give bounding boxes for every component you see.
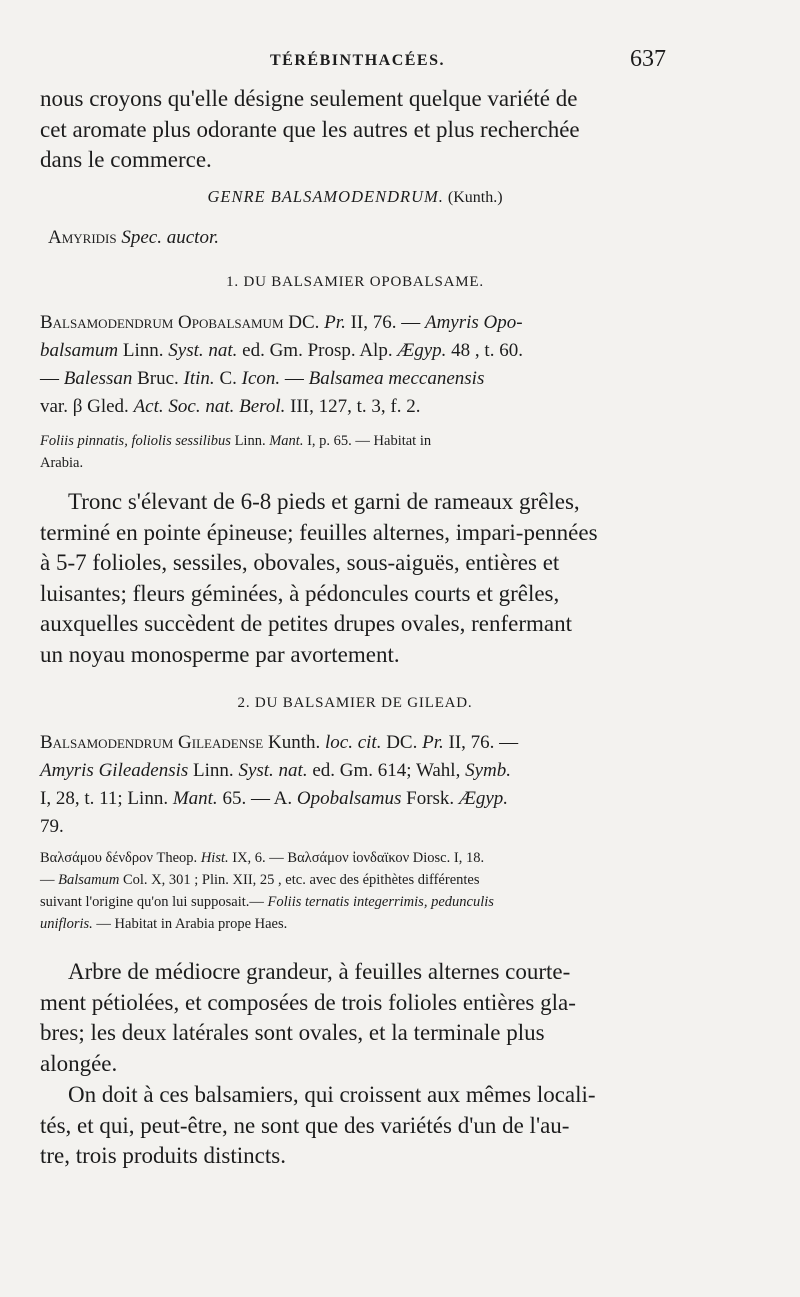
ref: IX, 6. — Βαλσάμον ἰονδαϊκον Diosc. I, 18. [232, 850, 485, 866]
text-line: dans le commerce. [40, 147, 212, 172]
genus-heading [40, 187, 670, 207]
text-line: terminé en pointe épineuse; feuilles alternes, impari-pennées [40, 519, 598, 545]
ref: Syst. nat. [238, 760, 308, 781]
closing-paragraph [40, 1080, 670, 1172]
ref: ed. Gm. 614; Wahl, [312, 760, 461, 781]
ref: Linn. [122, 340, 164, 361]
notes-line [40, 847, 670, 869]
genus-author: (Kunth.) [447, 189, 503, 206]
synonymy-line [40, 393, 696, 421]
section-title-1: 1. DU BALSAMIER OPOBALSAME. [226, 274, 484, 290]
latin-diagnosis: Foliis pinnatis, foliolis sessilibus [40, 433, 231, 449]
ref: Hist. [200, 850, 229, 866]
ref: Βαλσάμου δένδρον Theop. [40, 850, 198, 866]
ref: — Habitat in Arabia prope Haes. [96, 916, 288, 932]
section1-synonymy [40, 309, 696, 421]
genus-synonym [48, 227, 678, 249]
species-name: Balsamodendrum Gileadense [40, 732, 264, 753]
synonymy-line [40, 365, 696, 393]
synonymy-line [40, 729, 696, 757]
ref: Forsk. [406, 788, 455, 809]
section2-description [40, 957, 670, 1079]
diagnosis-line: Arabia. [40, 455, 84, 471]
ref: DC. [288, 312, 320, 333]
ref: Act. Soc. nat. Berol. [133, 396, 286, 417]
notes-line [40, 869, 670, 891]
ref: ed. Gm. Prosp. Alp. [242, 340, 393, 361]
ref: Ægyp. [397, 340, 447, 361]
text-line: On doit à ces balsamiers, qui croissent aux mêmes locali- [68, 1082, 596, 1107]
text-line: ment pétiolées, et composées de trois folioles entières gla- [40, 989, 576, 1015]
synonymy-line [40, 337, 696, 365]
ref: C. [219, 368, 237, 389]
section1-diagnosis [40, 430, 670, 474]
ref: Pr. [422, 732, 444, 753]
page-number: 637 [630, 46, 666, 72]
genus-title: GENRE BALSAMODENDRUM. [207, 187, 444, 206]
ref: I, p. 65. — Habitat in [307, 433, 432, 449]
ref: Itin. [183, 368, 215, 389]
text-line: tre, trois produits distincts. [40, 1143, 286, 1168]
ref: I, 28, t. 11; Linn. [40, 788, 169, 809]
ref: Foliis ternatis integerrimis, pedunculis [267, 894, 494, 910]
section2-notes [40, 847, 670, 935]
intro-paragraph [40, 84, 670, 176]
synonymy-line [40, 757, 696, 785]
ref: — [284, 368, 304, 389]
ref: Amyris Gileadensis [40, 760, 189, 781]
ref: Balessan [63, 368, 133, 389]
ref: 48 , t. 60. [451, 340, 523, 361]
ref: Opobalsamus [296, 788, 402, 809]
diagnosis-line [40, 430, 670, 452]
text-line: luisantes; fleurs géminées, à pédoncules courts et grêles, [40, 580, 560, 606]
ref: Amyris Opo- [424, 312, 523, 333]
species-name: Balsamodendrum Opobalsamum [40, 312, 284, 333]
text-line: alongée. [40, 1050, 118, 1076]
synonymy-line [40, 309, 696, 337]
ref: unifloris. [40, 916, 93, 932]
ref: var. β Gled. [40, 396, 129, 417]
text-line: à 5-7 folioles, sessiles, obovales, sous-aiguës, entières et [40, 550, 560, 575]
text-line: nous croyons qu'elle désigne seulement quelque variété de [40, 86, 578, 111]
ref: Syst. nat. [168, 340, 238, 361]
section1-description [40, 487, 670, 670]
ref: II, 76. — [448, 732, 519, 753]
text-line: Tronc s'élevant de 6-8 pieds et garni de rameaux grêles, [68, 489, 580, 514]
text-line: cet aromate plus odorante que les autres et plus recherchée [40, 116, 580, 142]
synonymy-line: 79. [40, 816, 64, 837]
ref: balsamum [40, 340, 119, 361]
ref: Pr. [324, 312, 346, 333]
text-line: Arbre de médiocre grandeur, à feuilles alternes courte- [68, 959, 571, 984]
ref: Linn. [193, 760, 234, 781]
ref: Kunth. [268, 732, 321, 753]
text-line: tés, et qui, peut-être, ne sont que des variétés d'un de l'au- [40, 1112, 570, 1138]
ref: Balsamum [58, 872, 120, 888]
text-line: un noyau monosperme par avortement. [40, 641, 400, 667]
running-title: TÉRÉBINTHACÉES. [270, 52, 445, 69]
section-title-2: 2. DU BALSAMIER DE GILEAD. [237, 695, 473, 711]
ref: Bruc. [137, 368, 179, 389]
text-line: auxquelles succèdent de petites drupes ovales, renfermant [40, 611, 572, 636]
ref: Mant. [172, 788, 218, 809]
notes-line [40, 913, 670, 935]
page-header [40, 46, 670, 78]
ref: Col. X, 301 ; Plin. XII, 25 , etc. avec des épithètes différentes [122, 872, 480, 888]
ref: 65. — A. [222, 788, 293, 809]
ref: Ægyp. [458, 788, 509, 809]
ref: — [40, 872, 55, 888]
notes-line [40, 891, 670, 913]
synonym-genus-name: Amyridis [48, 227, 117, 248]
ref: III, 127, t. 3, f. 2. [290, 396, 421, 417]
ref: Icon. [241, 368, 281, 389]
ref: DC. [386, 732, 418, 753]
section2-synonymy [40, 729, 696, 841]
ref: suivant l'origine qu'on lui supposait.— [40, 894, 264, 910]
ref: — [40, 368, 59, 389]
ref: Balsamea meccanensis [308, 368, 485, 389]
synonymy-line [40, 785, 696, 813]
ref: loc. cit. [325, 732, 382, 753]
ref: Symb. [465, 760, 511, 781]
ref: Mant. [269, 433, 304, 449]
ref: Linn. [234, 433, 266, 449]
ref: II, 76. — [350, 312, 421, 333]
synonym-rest: Spec. auctor. [121, 227, 219, 248]
text-line: bres; les deux latérales sont ovales, et la terminale plus [40, 1020, 545, 1045]
